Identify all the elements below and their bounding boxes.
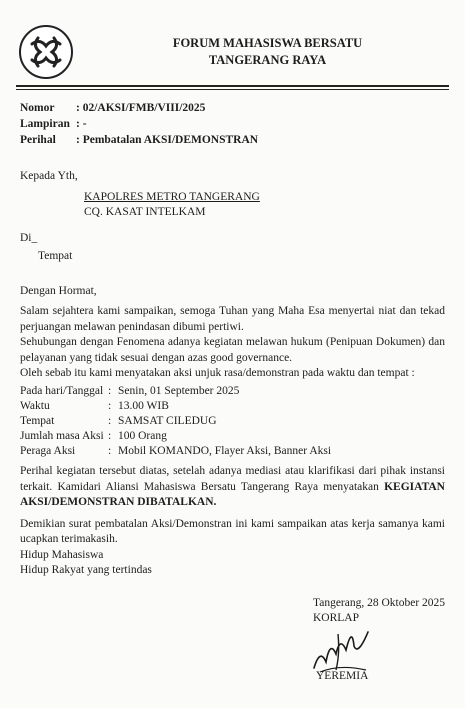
meta-lampiran	[20, 118, 87, 130]
paragraph-4-bold-start: KEGIATAN	[384, 481, 445, 493]
signature-role: KORLAP	[313, 612, 360, 624]
organization-logo-icon	[18, 24, 74, 80]
detail-label: Pada hari/Tanggal	[20, 385, 104, 397]
detail-label: Peraga Aksi	[20, 445, 76, 457]
meta-lampiran-label: Lampiran	[20, 118, 70, 130]
recipient-tempat: Tempat	[38, 250, 73, 262]
paragraph-1-line-1: Salam sejahtera kami sampaikan, semoga Tuhan yang Maha Esa menyertai niat dan tekad	[20, 305, 445, 317]
paragraph-4-line-2-text: terkait. Kamidari Aliansi Mahasiswa Bersatu Tangerang Raya menyatakan	[20, 481, 385, 493]
detail-row: Pada hari/Tanggal : Senin, 01 September 2025	[20, 385, 240, 397]
detail-value: 13.00 WIB	[118, 400, 169, 412]
detail-value: Mobil KOMANDO, Flayer Aksi, Banner Aksi	[118, 445, 332, 457]
detail-label: Waktu	[20, 400, 50, 412]
meta-perihal	[20, 134, 258, 146]
recipient-name: KAPOLRES METRO TANGERANG	[84, 191, 260, 203]
meta-nomor-label: Nomor	[20, 102, 55, 114]
meta-nomor-value: : 02/AKSI/FMB/VIII/2025	[76, 102, 206, 114]
letterhead-rule-thick	[16, 85, 449, 87]
recipient-cq: CQ. KASAT INTELKAM	[84, 206, 206, 218]
detail-row: Jumlah masa Aksi : 100 Orang	[20, 430, 167, 442]
meta-perihal-value: : Pembatalan AKSI/DEMONSTRAN	[76, 134, 259, 146]
paragraph-5-line-1: Demikian surat pembatalan Aksi/Demonstran ini kami sampaikan atas kerja samanya kami	[20, 518, 445, 530]
meta-nomor	[20, 102, 205, 114]
paragraph-3: Oleh sebab itu kami menyatakan aksi unjuk rasa/demonstran pada waktu dan tempat :	[20, 367, 415, 379]
paragraph-2-line-1: Sehubungan dengan Fenomena adanya kegiatan melawan hukum (Penipuan Dokumen) dan	[20, 336, 445, 348]
paragraph-4-line-1: Perihal kegiatan tersebut diatas, setelah adanya mediasi atau klarifikasi dari pihak instansi	[20, 465, 445, 477]
letterhead-rule-thin	[16, 89, 449, 90]
closing-2: Hidup Rakyat yang tertindas	[20, 564, 152, 576]
detail-value: Senin, 01 September 2025	[118, 385, 240, 397]
paragraph-2-line-2: pelayanan yang tidak sesuai dengan azas good governance.	[20, 352, 293, 364]
detail-label: Tempat	[20, 415, 55, 427]
meta-lampiran-value: : -	[76, 118, 87, 130]
signature-name: YEREMIA	[316, 670, 369, 682]
signature-place-date: Tangerang, 28 Oktober 2025	[313, 597, 446, 609]
letterhead-org-line2: TANGERANG RAYA	[208, 53, 327, 67]
paragraph-5-line-2: ucapkan terimakasih.	[20, 533, 118, 545]
meta-perihal-label: Perihal	[20, 134, 56, 146]
detail-value: SAMSAT CILEDUG	[118, 415, 217, 427]
closing-1: Hidup Mahasiswa	[20, 549, 104, 561]
letterhead-org-line1: FORUM MAHASISWA BERSATU	[172, 36, 363, 50]
detail-value: 100 Orang	[118, 430, 167, 442]
paragraph-1-line-2: perjuangan melawan penindasan dibumi pertiwi.	[20, 321, 244, 333]
greeting: Dengan Hormat,	[20, 285, 97, 297]
detail-label: Jumlah masa Aksi	[20, 430, 104, 442]
paragraph-4-line-2	[20, 481, 445, 493]
paragraph-4-bold-end: AKSI/DEMONSTRAN DIBATALKAN.	[20, 496, 217, 508]
recipient-di: Di_	[20, 232, 38, 244]
recipient-kepada: Kepada Yth,	[20, 170, 78, 182]
detail-row: Waktu : 13.00 WIB	[20, 400, 169, 412]
detail-row: Tempat : SAMSAT CILEDUG	[20, 415, 217, 427]
detail-row: Peraga Aksi : Mobil KOMANDO, Flayer Aksi, Banner Aksi	[20, 445, 332, 457]
